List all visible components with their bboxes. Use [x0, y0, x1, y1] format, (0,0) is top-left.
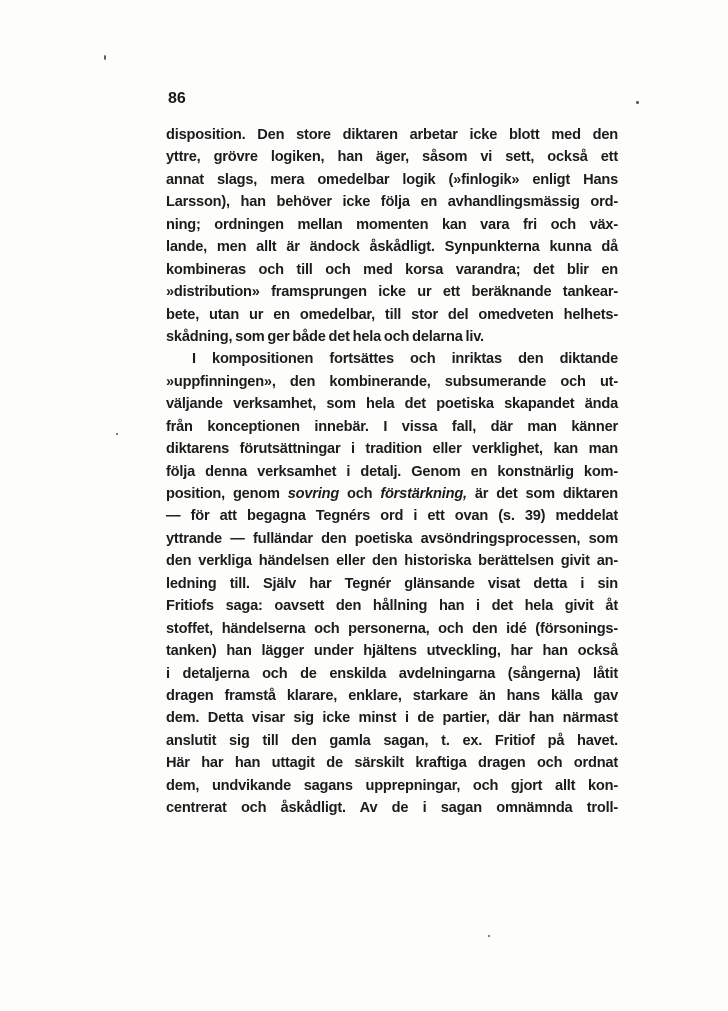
- text-line: från konceptionen innebär. I vissa fall, där man känner: [166, 418, 618, 435]
- text-line: i detaljerna och de enskilda avdelningarna (sångerna) låtit: [166, 665, 618, 682]
- text-line: ning; ordningen mellan momenten kan vara fri och väx-: [166, 216, 618, 233]
- text-line: Fritiofs saga: oavsett den hållning han i det hela givit åt: [166, 598, 618, 615]
- page-number: 86: [168, 90, 186, 107]
- body-text: [166, 124, 618, 820]
- text-segment: och: [339, 486, 381, 502]
- text-line: disposition. Den store diktaren arbetar icke blott med den: [166, 127, 618, 143]
- scan-speck: [116, 433, 118, 435]
- text-line: kombineras och till och med korsa varandra; det blir en: [166, 261, 618, 278]
- text-line: yttrande — fulländar den poetiska avsöndringsprocessen, som: [166, 530, 618, 547]
- text-line: — för att begagna Tegnérs ord i ett ovan (s. 39) meddelat: [166, 508, 618, 525]
- text-line: lande, men allt är ändock åskådligt. Synpunkterna kunna då: [166, 239, 618, 256]
- text-line: bete, utan ur en omedelbar, till stor del omedveten helhets-: [166, 306, 618, 323]
- text-line: ledning till. Själv har Tegnér glänsande visat detta i sin: [166, 575, 618, 592]
- text-segment: är det som diktaren: [466, 486, 618, 502]
- text-line: diktarens förutsättningar i tradition eller verklighet, kan man: [166, 441, 618, 458]
- text-segment: position, genom: [166, 486, 288, 502]
- text-line: tanken) han lägger under hjältens utveckling, har han också: [166, 643, 618, 660]
- text-line: följa denna verksamhet i detalj. Genom en konstnärlig kom-: [166, 463, 618, 480]
- text-line: stoffet, händelserna och personerna, och den idé (försonings-: [166, 620, 618, 637]
- text-line: Här har han uttagit de särskilt kraftiga dragen och ordnat: [166, 755, 618, 772]
- text-line: dem, undvikande sagans upprepningar, och gjort allt kon-: [166, 777, 618, 794]
- scan-speck: [104, 55, 106, 60]
- text-line: skådning, som ger både det hela och delarna liv.: [166, 328, 484, 345]
- text-line: anslutit sig till den gamla sagan, t. ex. Fritiof på havet.: [166, 732, 618, 749]
- text-line: dem. Detta visar sig icke minst i de partier, där han närmast: [166, 710, 618, 727]
- text-line: Larsson), han behöver icke följa en avhandlingsmässig ord-: [166, 194, 618, 211]
- text-line: den verkliga händelsen eller den historiska berättelsen givit an-: [166, 553, 618, 570]
- text-line: I kompositionen fortsättes och inriktas den diktande: [192, 351, 618, 368]
- text-line: annat slags, mera omedelbar logik (»finlogik» enligt Hans: [166, 171, 618, 188]
- italic-term-sovring: sovring: [287, 486, 340, 502]
- text-line: »distribution» framsprungen icke ur ett beräknande tankear-: [166, 284, 618, 301]
- scan-speck: [488, 935, 490, 937]
- italic-term-forstarkning: förstärkning,: [380, 486, 467, 502]
- text-line: centrerat och åskådligt. Av de i sagan omnämnda troll-: [166, 800, 618, 817]
- text-line: väljande verksamhet, som hela det poetiska skapandet ända: [166, 396, 618, 413]
- scan-speck: [636, 101, 639, 104]
- text-line: dragen framstå klarare, enklare, starkare än hans källa gav: [166, 687, 618, 704]
- text-line: yttre, grövre logiken, han äger, såsom vi sett, också ett: [166, 149, 618, 166]
- text-line: »uppfinningen», den kombinerande, subsumerande och ut-: [166, 373, 618, 390]
- text-line-with-italics: [166, 483, 618, 505]
